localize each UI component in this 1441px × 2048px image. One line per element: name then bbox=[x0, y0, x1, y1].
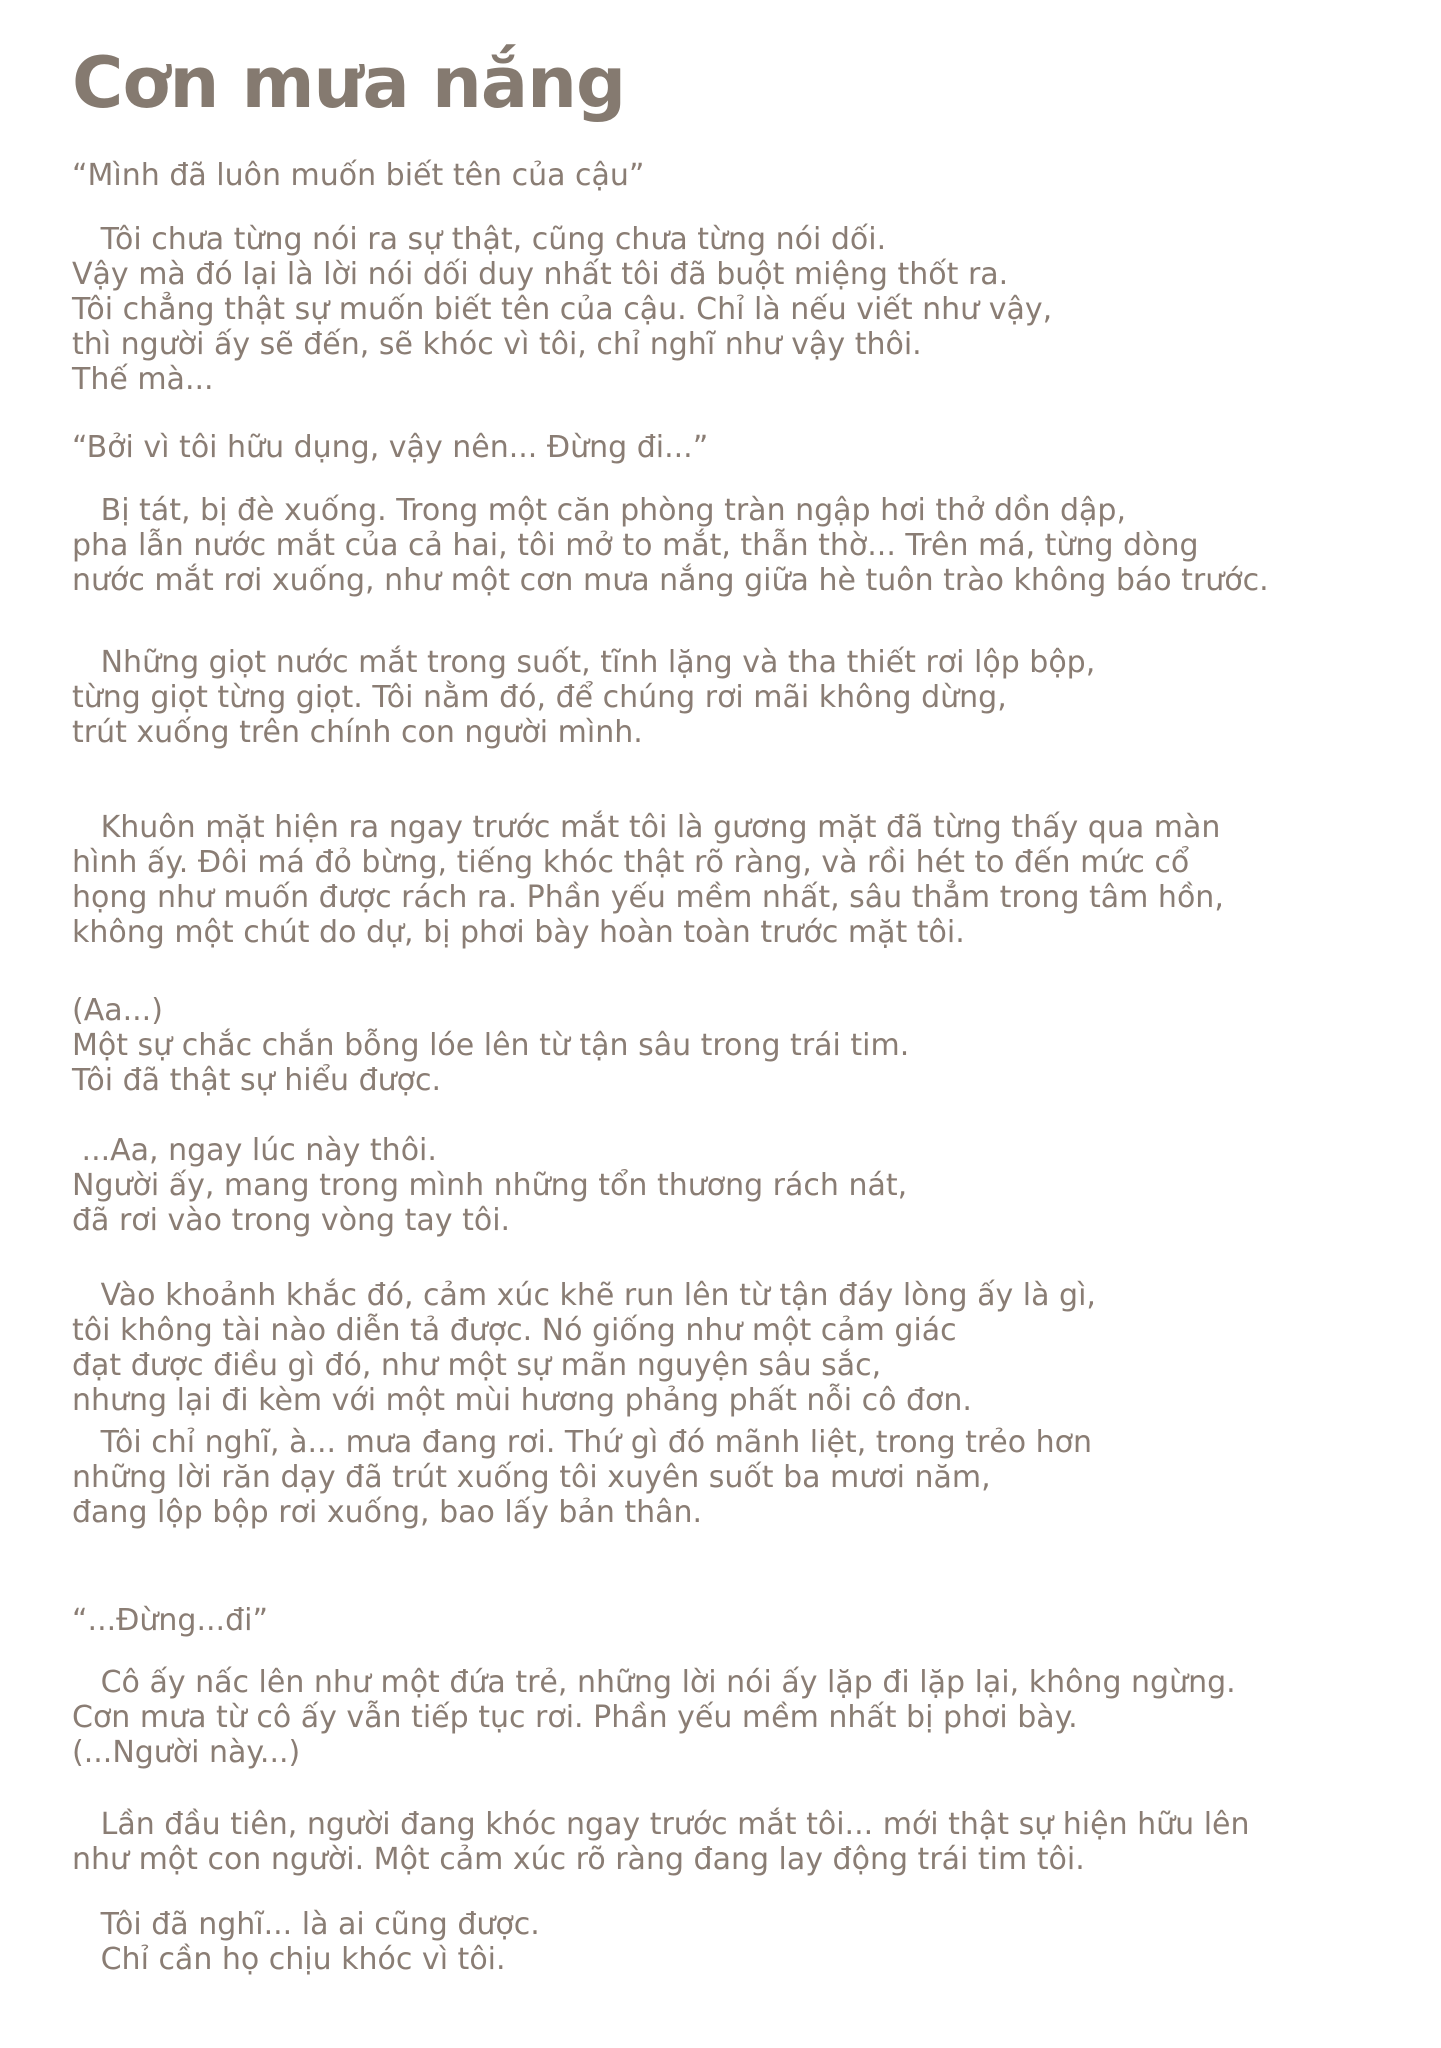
text-line: nhưng lại đi kèm với một mùi hương phảng phất nỗi cô đơn. bbox=[72, 1383, 972, 1418]
text-line: Tôi đã thật sự hiểu được. bbox=[72, 1063, 442, 1098]
text-line: những lời răn dạy đã trút xuống tôi xuyên suốt ba mươi năm, bbox=[72, 1460, 991, 1495]
text-line: Cơn mưa từ cô ấy vẫn tiếp tục rơi. Phần yếu mềm nhất bị phơi bày. bbox=[72, 1700, 1078, 1735]
text-line: “Bởi vì tôi hữu dụng, vậy nên... Đừng đi...” bbox=[72, 430, 709, 465]
paragraph bbox=[72, 1133, 907, 1238]
text-line: từng giọt từng giọt. Tôi nằm đó, để chúng rơi mãi không dừng, bbox=[72, 680, 1007, 715]
text-line: Khuôn mặt hiện ra ngay trước mắt tôi là gương mặt đã từng thấy qua màn bbox=[72, 810, 1221, 845]
text-line: Vào khoảnh khắc đó, cảm xúc khẽ run lên từ tận đáy lòng ấy là gì, bbox=[72, 1278, 1096, 1313]
text-line: ...Aa, ngay lúc này thôi. bbox=[72, 1133, 437, 1168]
text-line: Bị tát, bị đè xuống. Trong một căn phòng tràn ngập hơi thở dồn dập, bbox=[72, 493, 1126, 528]
text-line: trút xuống trên chính con người mình. bbox=[72, 715, 643, 750]
text-line: thì người ấy sẽ đến, sẽ khóc vì tôi, chỉ nghĩ như vậy thôi. bbox=[72, 327, 922, 362]
paragraph bbox=[72, 1907, 540, 1977]
paragraph bbox=[72, 1665, 1236, 1770]
paragraph bbox=[72, 158, 644, 193]
paragraph bbox=[72, 645, 1095, 750]
text-line: Thế mà... bbox=[72, 362, 214, 397]
text-line: “Mình đã luôn muốn biết tên của cậu” bbox=[72, 158, 645, 193]
text-line: pha lẫn nước mắt của cả hai, tôi mở to mắt, thẫn thờ... Trên má, từng dòng bbox=[72, 528, 1199, 563]
paragraph bbox=[72, 430, 708, 465]
text-line: (...Người này...) bbox=[72, 1735, 301, 1770]
text-line: Một sự chắc chắn bỗng lóe lên từ tận sâu trong trái tim. bbox=[72, 1028, 910, 1063]
text-line: họng như muốn được rách ra. Phần yếu mềm nhất, sâu thẳm trong tâm hồn, bbox=[72, 880, 1224, 915]
text-line: Tôi đã nghĩ... là ai cũng được. bbox=[72, 1907, 540, 1942]
text-line: (Aa...) bbox=[72, 993, 163, 1028]
text-line: đang lộp bộp rơi xuống, bao lấy bản thân. bbox=[72, 1495, 703, 1530]
text-line: nước mắt rơi xuống, như một cơn mưa nắng giữa hè tuôn trào không báo trước. bbox=[72, 563, 1269, 598]
text-line: đạt được điều gì đó, như một sự mãn nguyện sâu sắc, bbox=[72, 1348, 882, 1383]
text-line: Tôi chẳng thật sự muốn biết tên của cậu. Chỉ là nếu viết như vậy, bbox=[72, 292, 1053, 327]
text-line: Người ấy, mang trong mình những tổn thương rách nát, bbox=[72, 1168, 908, 1203]
text-line: đã rơi vào trong vòng tay tôi. bbox=[72, 1203, 511, 1238]
paragraph bbox=[72, 222, 1052, 397]
text-line: Tôi chỉ nghĩ, à... mưa đang rơi. Thứ gì đó mãnh liệt, trong trẻo hơn bbox=[72, 1425, 1092, 1460]
text-line: Vậy mà đó lại là lời nói dối duy nhất tôi đã buột miệng thốt ra. bbox=[72, 257, 1009, 292]
paragraph bbox=[72, 493, 1269, 598]
text-line: hình ấy. Đôi má đỏ bừng, tiếng khóc thật rõ ràng, và rồi hét to đến mức cổ bbox=[72, 845, 1190, 880]
paragraph bbox=[72, 993, 909, 1098]
page-title: Cơn mưa nắng bbox=[72, 42, 626, 124]
paragraph bbox=[72, 1807, 1250, 1877]
text-line: tôi không tài nào diễn tả được. Nó giống như một cảm giác bbox=[72, 1313, 957, 1348]
paragraph bbox=[72, 1603, 268, 1638]
text-line: không một chút do dự, bị phơi bày hoàn toàn trước mặt tôi. bbox=[72, 915, 965, 950]
text-line: Lần đầu tiên, người đang khóc ngay trước mắt tôi... mới thật sự hiện hữu lên bbox=[72, 1807, 1250, 1842]
text-line: Cô ấy nấc lên như một đứa trẻ, những lời nói ấy lặp đi lặp lại, không ngừng. bbox=[72, 1665, 1236, 1700]
text-line: như một con người. Một cảm xúc rõ ràng đang lay động trái tim tôi. bbox=[72, 1842, 1085, 1877]
paragraph bbox=[72, 1425, 1092, 1530]
text-line: Chỉ cần họ chịu khóc vì tôi. bbox=[72, 1942, 506, 1977]
text-line: Tôi chưa từng nói ra sự thật, cũng chưa từng nói dối. bbox=[72, 222, 887, 257]
paragraph bbox=[72, 810, 1224, 950]
text-line: Những giọt nước mắt trong suốt, tĩnh lặng và tha thiết rơi lộp bộp, bbox=[72, 645, 1096, 680]
paragraph bbox=[72, 1278, 1096, 1418]
text-line: “...Đừng...đi” bbox=[72, 1603, 268, 1638]
